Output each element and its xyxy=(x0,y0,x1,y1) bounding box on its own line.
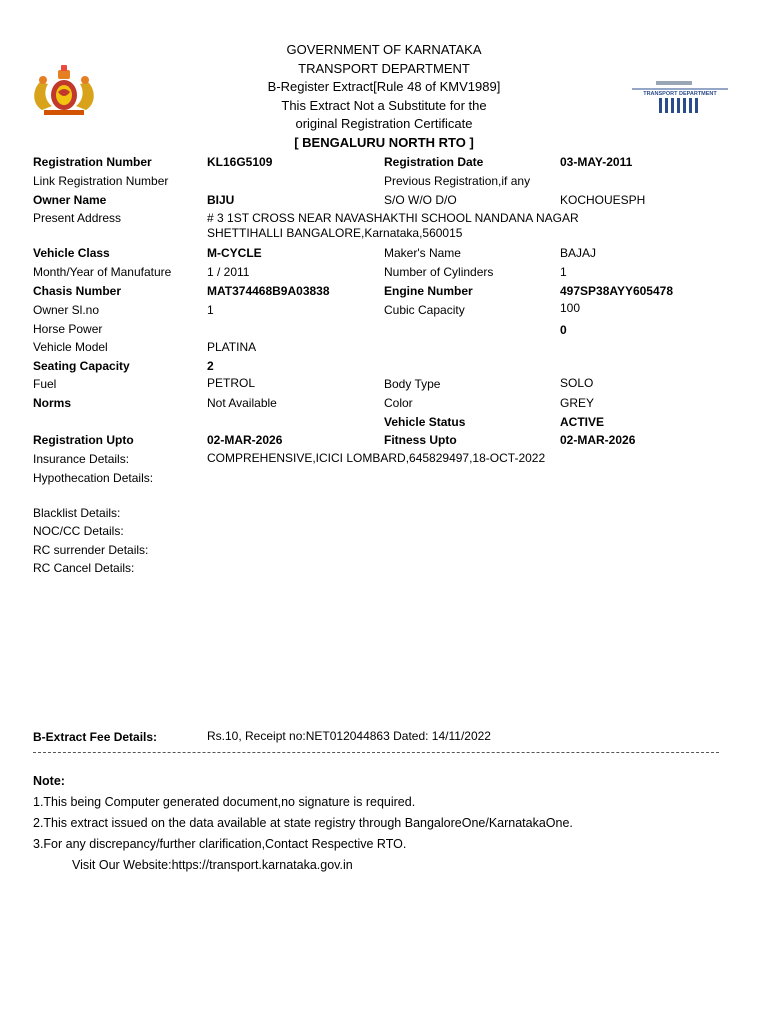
body-type-label: Body Type xyxy=(384,377,441,391)
reg-date-value: 03-MAY-2011 xyxy=(560,155,633,169)
header-disclaimer-1: This Extract Not a Substitute for the xyxy=(281,97,487,113)
address-value: # 3 1ST CROSS NEAR NAVASHAKTHI SCHOOL NANDANA NAGAR SHETTIHALLI BANGALORE,Karnataka,560015 xyxy=(207,211,579,240)
relation-label: S/O W/O D/O xyxy=(384,193,457,207)
seating-value: 2 xyxy=(207,359,214,373)
reg-number-value: KL16G5109 xyxy=(207,155,273,169)
fee-label: B-Extract Fee Details: xyxy=(33,730,158,744)
header-government: GOVERNMENT OF KARNATAKA xyxy=(286,42,482,57)
vehicle-class-value: M-CYCLE xyxy=(207,246,262,260)
seating-label: Seating Capacity xyxy=(33,359,130,373)
note-1: 1.This being Computer generated document,no signature is required. xyxy=(33,795,416,809)
maker-label: Maker's Name xyxy=(384,246,461,260)
engine-label: Engine Number xyxy=(384,284,473,298)
maker-value: BAJAJ xyxy=(560,246,597,260)
header-rto: [ BENGALURU NORTH RTO ] xyxy=(294,134,474,150)
document-header xyxy=(0,41,768,152)
vehicle-class-label: Vehicle Class xyxy=(33,246,110,260)
rc-surrender-label: RC surrender Details: xyxy=(33,543,149,557)
owner-name-value: BIJU xyxy=(207,193,235,207)
reg-number-label: Registration Number xyxy=(33,155,152,169)
fuel-label: Fuel xyxy=(33,377,57,391)
horse-power-label: Horse Power xyxy=(33,322,103,336)
norms-value: Not Available xyxy=(207,396,277,410)
color-label: Color xyxy=(384,396,413,410)
logo-caption: TRANSPORT DEPARTMENT xyxy=(643,91,717,97)
owner-name-label: Owner Name xyxy=(33,193,107,207)
horse-power-value: 0 xyxy=(560,323,567,337)
vehicle-status-value: ACTIVE xyxy=(560,415,605,429)
vehicle-status-label: Vehicle Status xyxy=(384,415,466,429)
reg-date-label: Registration Date xyxy=(384,155,484,169)
cylinders-value: 1 xyxy=(560,265,567,279)
dashed-divider xyxy=(33,752,719,753)
blacklist-label: Blacklist Details: xyxy=(33,506,121,520)
fitness-upto-value: 02-MAR-2026 xyxy=(560,433,636,447)
notes-title: Note: xyxy=(33,774,65,788)
header-department: TRANSPORT DEPARTMENT xyxy=(298,60,470,76)
header-extract-title: B-Register Extract[Rule 48 of KMV1989] xyxy=(267,79,501,94)
note-2: 2.This extract issued on the data available at state registry through BangaloreOne/KarnatakaOne. xyxy=(33,816,573,830)
model-label: Vehicle Model xyxy=(33,340,108,354)
fitness-upto-label: Fitness Upto xyxy=(384,433,457,447)
owner-sl-value: 1 xyxy=(207,303,214,317)
model-value: PLATINA xyxy=(207,340,257,354)
registration-upto-value: 02-MAR-2026 xyxy=(207,433,283,447)
prev-reg-label: Previous Registration,if any xyxy=(384,174,531,188)
engine-value: 497SP38AYY605478 xyxy=(560,284,673,298)
hypothecation-label: Hypothecation Details: xyxy=(33,471,154,485)
link-reg-label: Link Registration Number xyxy=(33,174,169,188)
cubic-capacity-value: 100 xyxy=(560,301,581,315)
norms-label: Norms xyxy=(33,396,72,410)
fuel-value: PETROL xyxy=(207,376,256,390)
address-label: Present Address xyxy=(33,211,122,225)
chasis-label: Chasis Number xyxy=(33,284,122,298)
body-type-value: SOLO xyxy=(560,376,594,390)
chasis-value: MAT374468B9A03838 xyxy=(207,284,330,298)
noc-label: NOC/CC Details: xyxy=(33,524,124,538)
color-value: GREY xyxy=(560,396,595,410)
note-3: 3.For any discrepancy/further clarification,Contact Respective RTO. xyxy=(33,837,407,851)
mfg-label: Month/Year of Manufature xyxy=(33,265,172,279)
fee-value: Rs.10, Receipt no:NET012044863 Dated: 14/11/2022 xyxy=(207,729,491,743)
cylinders-label: Number of Cylinders xyxy=(384,265,494,279)
website-note: Visit Our Website:https://transport.karnataka.gov.in xyxy=(72,858,353,872)
owner-sl-label: Owner Sl.no xyxy=(33,303,100,317)
insurance-label: Insurance Details: xyxy=(33,452,130,466)
cubic-capacity-label: Cubic Capacity xyxy=(384,303,465,317)
notes-section xyxy=(33,771,573,876)
rc-cancel-label: RC Cancel Details: xyxy=(33,561,135,575)
registration-upto-label: Registration Upto xyxy=(33,433,134,447)
mfg-value: 1 / 2011 xyxy=(207,265,250,279)
header-disclaimer-2: original Registration Certificate xyxy=(295,116,473,131)
relation-value: KOCHOUESPH xyxy=(560,193,646,207)
insurance-value: COMPREHENSIVE,ICICI LOMBARD,645829497,18-OCT-2022 xyxy=(207,451,546,465)
